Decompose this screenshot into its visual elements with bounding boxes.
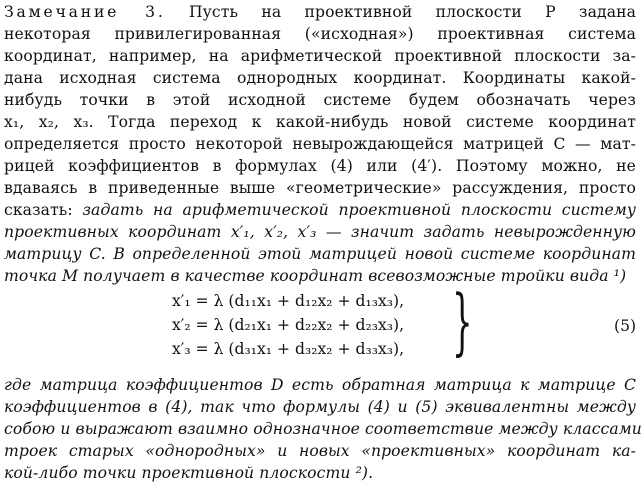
text-line-5: нибудь точки в этой исходной системе будем обозначать через: [4, 91, 636, 109]
text-line-12: матрицу C. В определенной этой матрицей новой системе координат: [4, 245, 636, 263]
text-line-9: вдаваясь в приведенные выше «геометрические» рассуждения, просто: [4, 179, 636, 197]
text-line-15: коэффициентов в (4), так что формулы (4) и (5) эквивалентны между: [4, 398, 636, 416]
line-text-italic: задать на арифметической проективной плоскости систему: [82, 201, 636, 219]
equation-number: (5): [614, 317, 637, 335]
text-line-6: x₁, x₂, x₃. Тогда переход к какой-нибудь новой системе координат: [4, 113, 636, 131]
text-line-1: [4, 1, 636, 23]
text-line-3: координат, например, на арифметической проективной плоскости за-: [4, 47, 636, 65]
equation-row-2: x′₂ = λ (d₂₁x₁ + d₂₂x₂ + d₂₃x₃),: [172, 316, 405, 334]
line-text: Пусть на проективной плоскости P задана: [165, 3, 636, 21]
text-line-13: точка M получает в качестве координат всевозможные тройки вида ¹): [4, 267, 627, 285]
text-line-11: проективных координат x′₁, x′₂, x′₃ — значит задать невырожденную: [4, 223, 636, 241]
text-line-18: кой-либо точки проективной плоскости ²).: [4, 464, 374, 482]
text-line-8: рицей коэффициентов в формулах (4) или (4′). Поэтому можно, не: [4, 157, 636, 175]
text-line-17: троек старых «однородных» и новых «проективных» координат ка-: [4, 442, 636, 460]
equation-row-1: x′₁ = λ (d₁₁x₁ + d₁₂x₂ + d₁₃x₃),: [172, 292, 405, 310]
text-line-16: собою и выражают взаимно однозначное соответствие между классами: [4, 420, 642, 438]
text-line-4: дана исходная система однородных координат. Координаты какой-: [4, 69, 636, 87]
remark-heading: Замечание 3.: [4, 3, 166, 21]
text-line-7: определяется просто некоторой невырождающейся матрицей C — мат-: [4, 135, 636, 153]
text-line-10: [4, 199, 636, 221]
right-brace: }: [452, 279, 473, 363]
equation-row-3: x′₃ = λ (d₃₁x₁ + d₃₂x₂ + d₃₃x₃),: [172, 340, 405, 358]
text-line-14: где матрица коэффициентов D есть обратная матрица к матрице C: [4, 376, 636, 394]
line-text-roman: сказать:: [4, 201, 83, 219]
text-line-2: некоторая привилегированная («исходная») проективная система: [4, 25, 636, 43]
